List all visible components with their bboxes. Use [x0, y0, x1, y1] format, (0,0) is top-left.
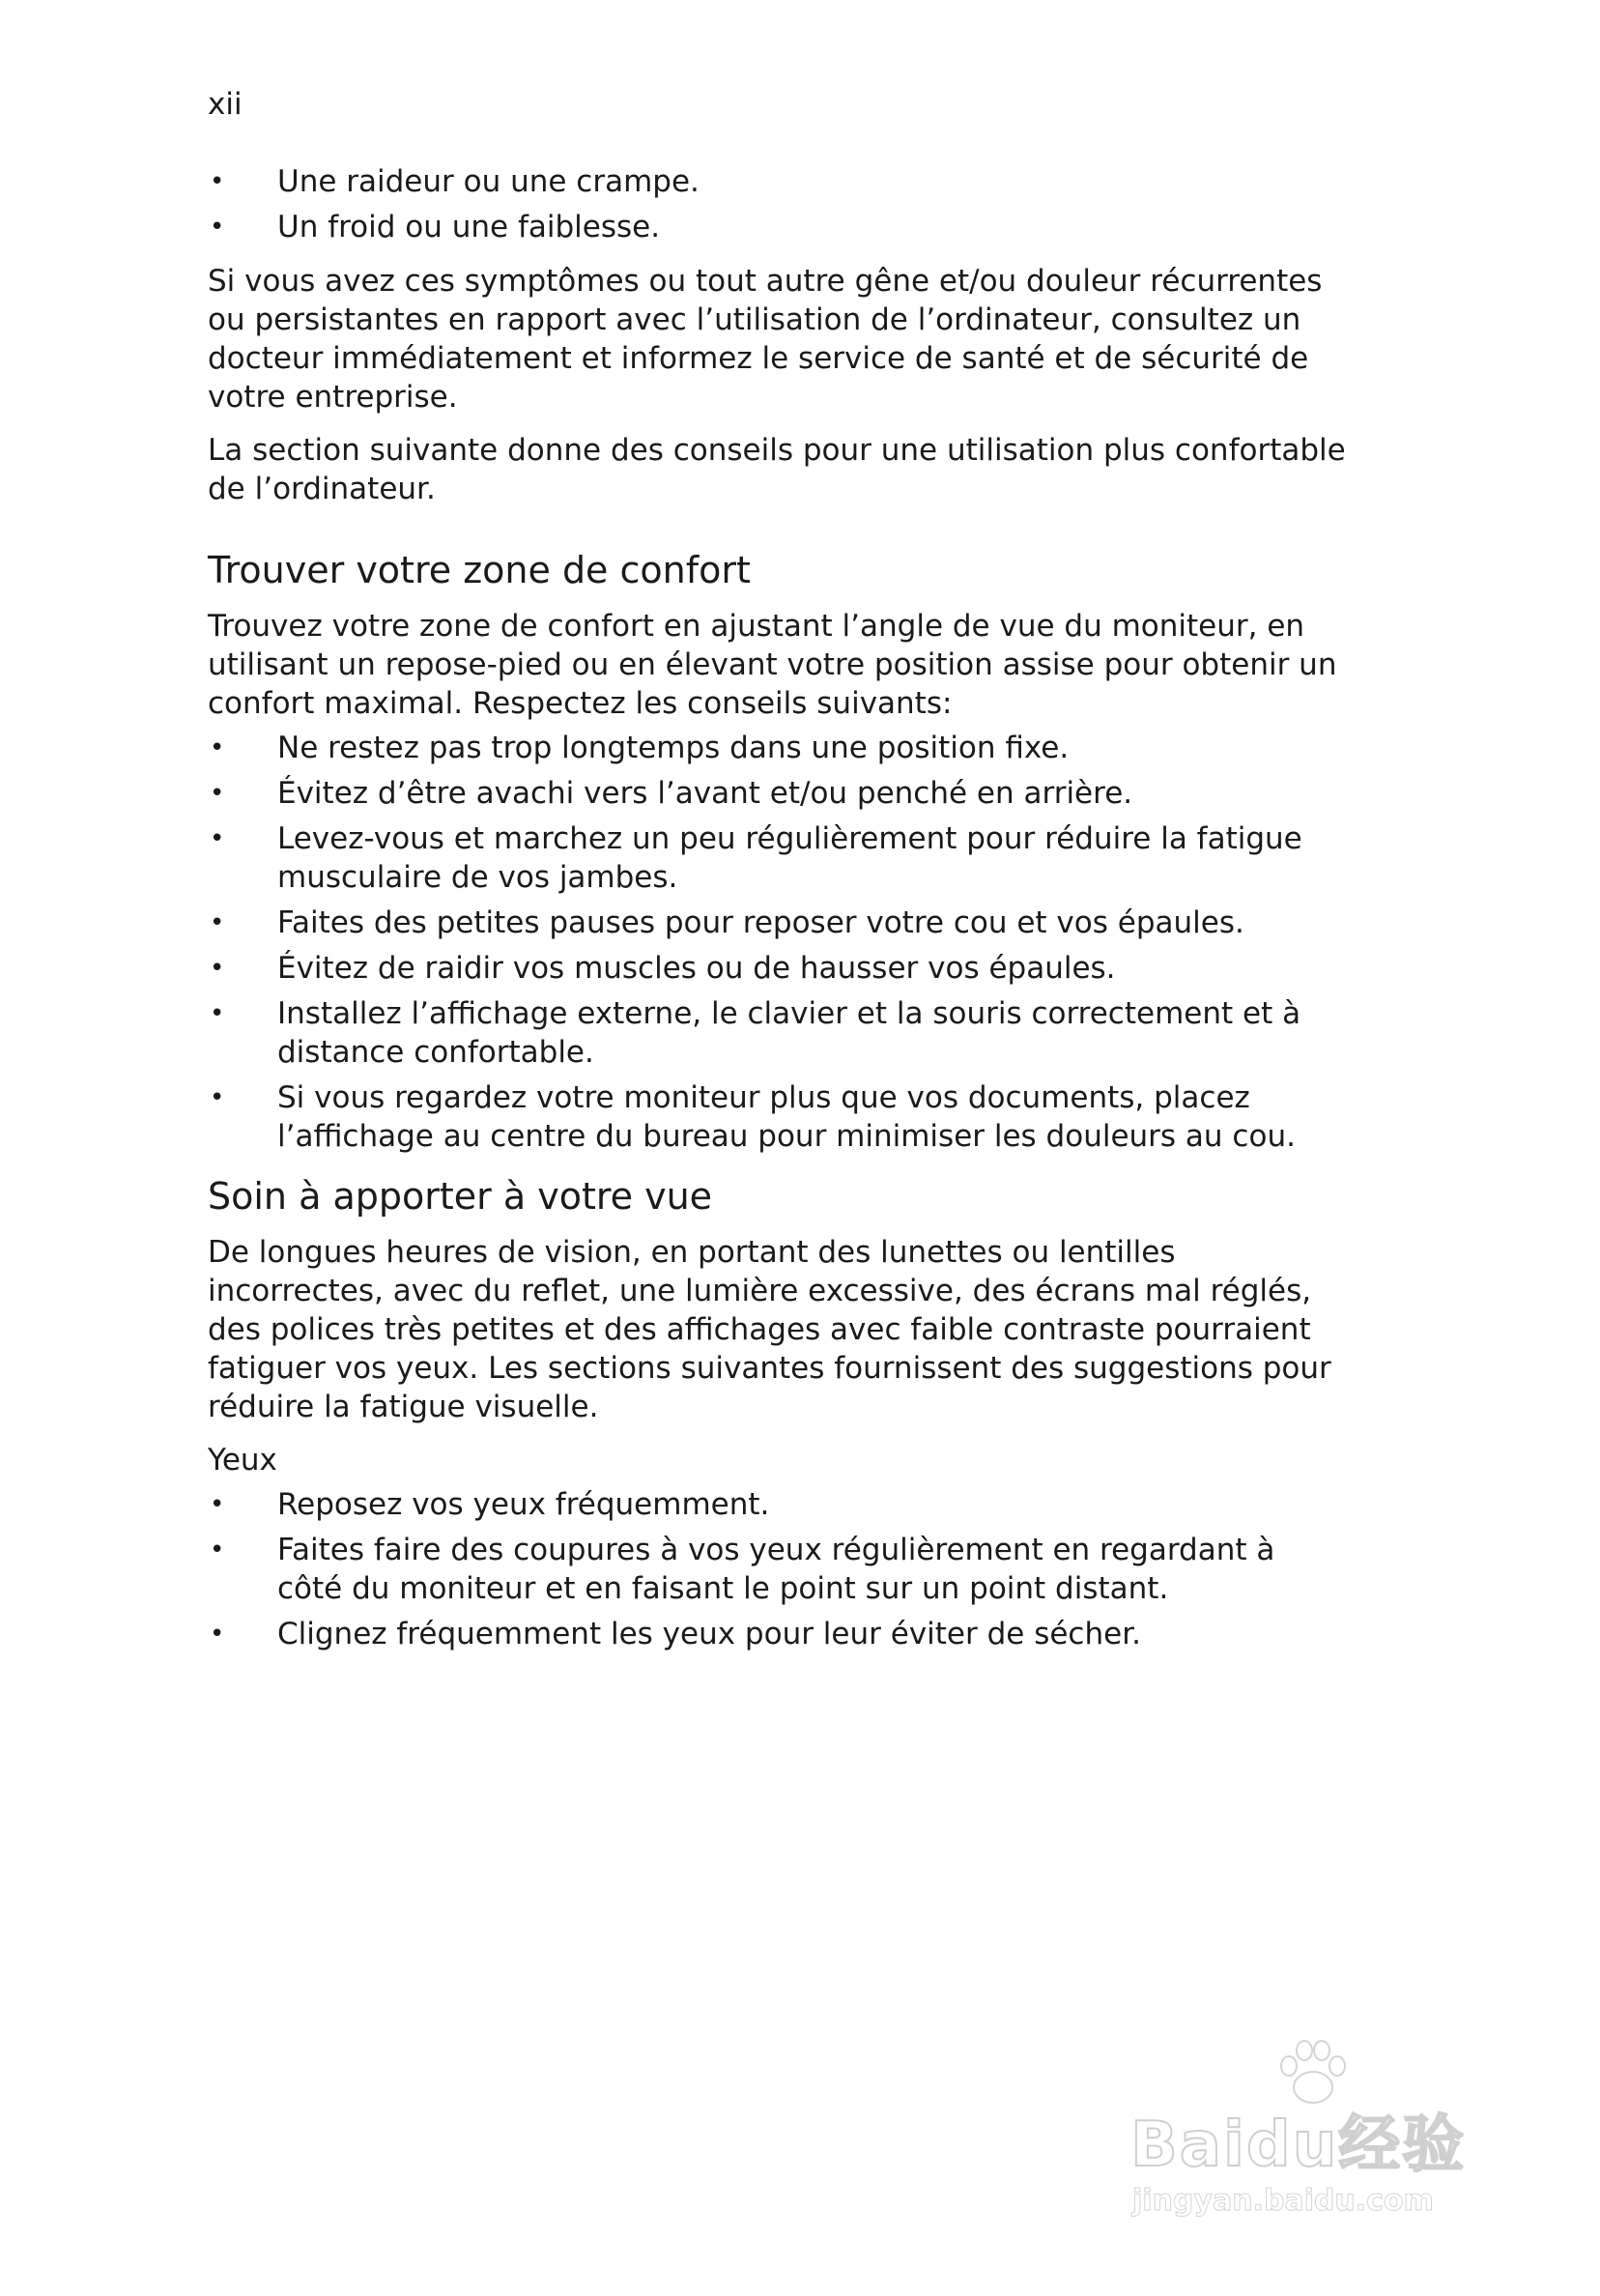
watermark-brand: Baidu经验 [1130, 2109, 1467, 2181]
list-item-text: Faites faire des coupures à vos yeux régulièrement en regardant à côté du moniteur et en faisant le point sur un point distant. [277, 1533, 1275, 1606]
bullet-icon: • [210, 167, 225, 196]
bullet-icon: • [210, 824, 225, 853]
document-page [208, 85, 1348, 1669]
list-item [208, 162, 1348, 201]
subheading-eyes: Yeux [208, 1443, 277, 1478]
bullet-icon: • [210, 1535, 225, 1564]
section-heading-vision: Soin à apporter à votre vue [208, 1175, 713, 1218]
bullet-icon: • [210, 1490, 225, 1519]
list-item-text: Clignez fréquemment les yeux pour leur éviter de sécher. [277, 1617, 1141, 1651]
list-item-text: Levez-vous et marchez un peu régulièrement pour réduire la fatigue musculaire de vos jambes. [277, 821, 1302, 895]
list-item [208, 819, 1348, 897]
list-item [208, 994, 1348, 1072]
bullet-icon: • [210, 779, 225, 808]
list-item [208, 729, 1348, 767]
list-item [208, 774, 1348, 813]
page-number: xii [208, 87, 243, 122]
list-item [208, 1485, 1348, 1524]
intro-bullet-list [208, 162, 1348, 246]
list-item-text: Si vous regardez votre moniteur plus que vos documents, placez l’affichage au centre du bureau pour minimiser les douleurs au cou. [277, 1080, 1296, 1154]
list-item-text: Un froid ou une faiblesse. [277, 210, 661, 244]
watermark-url: jingyan.baidu.com [1132, 2184, 1434, 2218]
list-item-text: Ne restez pas trop longtemps dans une position fixe. [277, 731, 1070, 765]
bullet-icon: • [210, 908, 225, 937]
paragraph: La section suivante donne des conseils pour une utilisation plus confortable de l’ordinateur. [208, 433, 1346, 506]
list-item-text: Évitez de raidir vos muscles ou de hausser vos épaules. [277, 951, 1116, 986]
paragraph: Si vous avez ces symptômes ou tout autre gêne et/ou douleur récurrentes ou persistantes en rapport avec l’utilisation de l’ordinateur, consultez un docteur immédiatement et informez le service de santé et de sécurité de votre entreprise. [208, 264, 1323, 415]
section-heading-comfort: Trouver votre zone de confort [208, 549, 751, 591]
list-item [208, 1615, 1348, 1653]
bullet-icon: • [210, 213, 225, 242]
bullet-icon: • [210, 1620, 225, 1649]
comfort-bullet-list [208, 729, 1348, 1156]
list-item-text: Faites des petites pauses pour reposer votre cou et vos épaules. [277, 905, 1244, 940]
list-item [208, 1078, 1348, 1156]
list-item-text: Une raideur ou une crampe. [277, 164, 700, 199]
paragraph: Trouvez votre zone de confort en ajustant l’angle de vue du moniteur, en utilisant un repose-pied ou en élevant votre position assise pour obtenir un confort maximal. Respectez les conseils suivants: [208, 609, 1337, 721]
bullet-icon: • [210, 1083, 225, 1112]
list-item-text: Reposez vos yeux fréquemment. [277, 1487, 770, 1522]
list-item [208, 904, 1348, 942]
list-item-text: Installez l’affichage externe, le clavier et la souris correctement et à distance confortable. [277, 996, 1301, 1070]
list-item [208, 949, 1348, 988]
paragraph: De longues heures de vision, en portant des lunettes ou lentilles incorrectes, avec du reflet, une lumière excessive, des écrans mal réglés, des polices très petites et des affichages avec faible contraste pourraient fatiguer vos yeux. Les sections suivantes fournissent des suggestions pour réduire la fatigue visuelle. [208, 1235, 1331, 1424]
baidu-watermark [1130, 2039, 1498, 2232]
bullet-icon: • [210, 733, 225, 762]
bullet-icon: • [210, 954, 225, 983]
list-item [208, 208, 1348, 246]
list-item-text: Évitez d’être avachi vers l’avant et/ou penché en arrière. [277, 776, 1133, 811]
list-item [208, 1531, 1348, 1608]
bullet-icon: • [210, 999, 225, 1028]
vision-bullet-list [208, 1485, 1348, 1653]
